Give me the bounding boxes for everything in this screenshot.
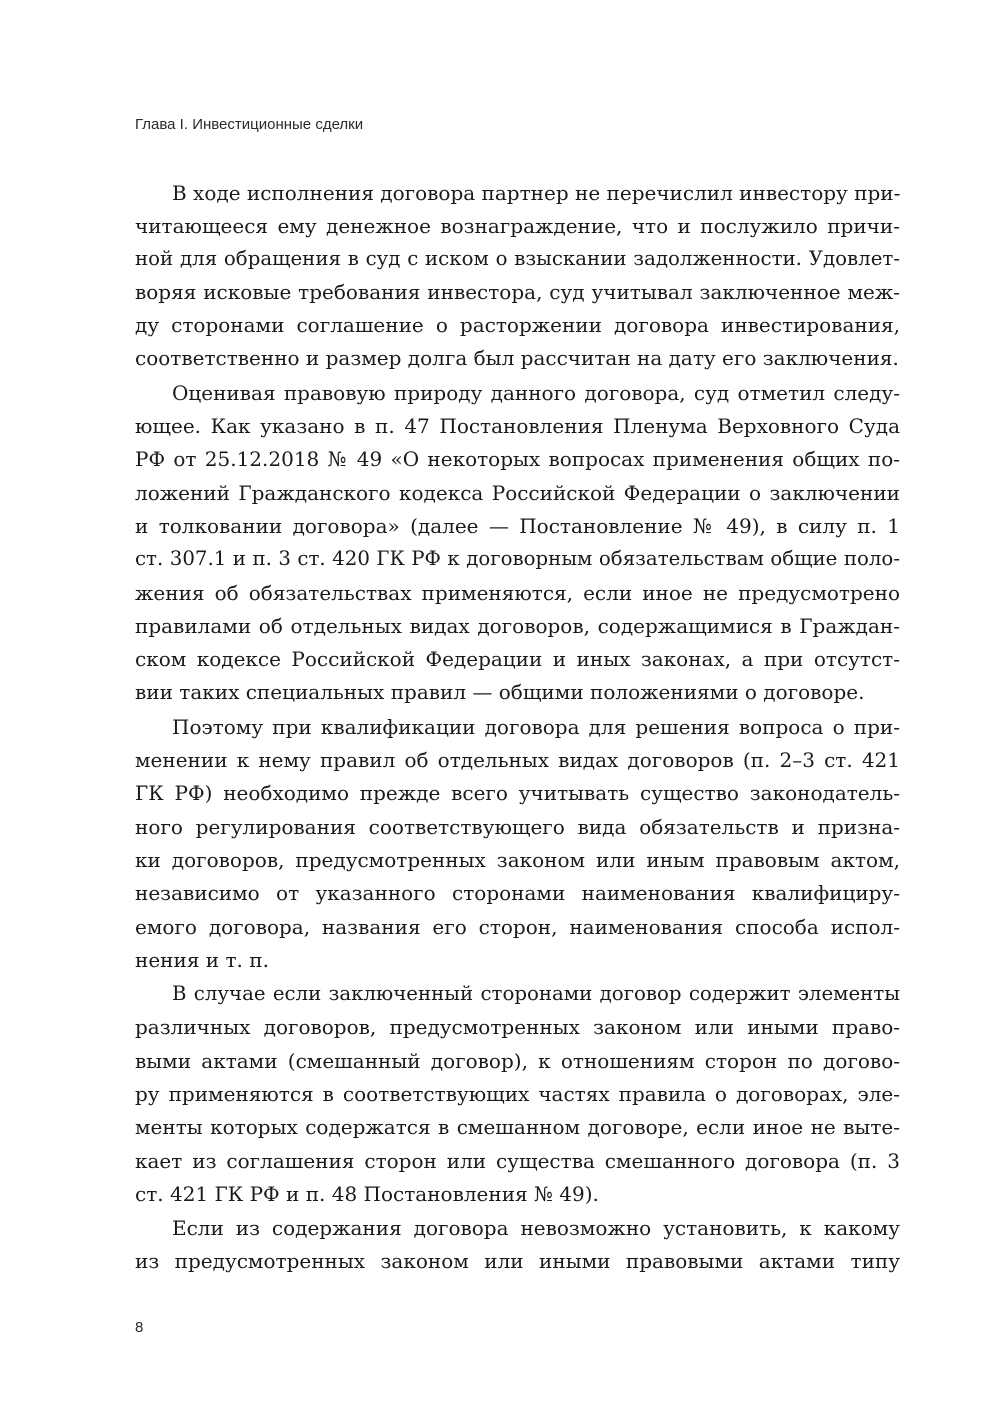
text-line: соответственно и размер долга был рассчитан на дату его заключения.: [135, 346, 899, 370]
text-line: Если из содержания договора невозможно установить, к какому: [172, 1216, 900, 1240]
text-line: ющее. Как указано в п. 47 Постановления Пленума Верховного Суда: [135, 414, 900, 438]
text-line: и толковании договора» (далее — Постановление № 49), в силу п. 1: [135, 514, 900, 538]
text-line: РФ от 25.12.2018 № 49 «О некоторых вопросах применения общих по-: [135, 447, 900, 471]
text-line: выми актами (смешанный договор), к отношениям сторон по догово-: [135, 1049, 900, 1073]
text-line: В случае если заключенный сторонами договор содержит элементы: [172, 982, 900, 1005]
text-line: ском кодексе Российской Федерации и иных законах, а при отсутст-: [135, 647, 900, 671]
text-line: читающееся ему денежное вознаграждение, что и послужило причи-: [135, 214, 900, 238]
text-line: ду сторонами соглашение о расторжении договора инвестирования,: [135, 313, 900, 337]
text-line: ст. 421 ГК РФ и п. 48 Постановления № 49).: [135, 1182, 599, 1206]
text-line: Поэтому при квалификации договора для решения вопроса о при-: [172, 715, 900, 739]
running-header: Глава I. Инвестиционные сделки: [135, 116, 364, 133]
text-line: емого договора, названия его сторон, наименования способа испол-: [135, 915, 900, 939]
text-line: ложений Гражданского кодекса Российской Федерации о заключении: [135, 481, 900, 505]
text-line: из предусмотренных законом или иными правовыми актами типу: [135, 1249, 900, 1273]
text-line: ру применяются в соответствующих частях правила о договорах, эле-: [135, 1082, 900, 1106]
text-line: вии таких специальных правил — общими положениями о договоре.: [135, 680, 865, 704]
text-line: Оценивая правовую природу данного договора, суд отметил следу-: [172, 381, 900, 405]
text-line: В ходе исполнения договора партнер не перечислил инвестору при-: [172, 181, 901, 205]
text-line: правилами об отдельных видах договоров, содержащимися в Граждан-: [135, 614, 900, 638]
text-line: воряя исковые требования инвестора, суд учитывал заключенное меж-: [135, 280, 900, 304]
text-line: нения и т. п.: [135, 948, 269, 972]
text-line: независимо от указанного сторонами наименования квалифициру-: [135, 881, 900, 905]
text-line: менении к нему правил об отдельных видах договоров (п. 2–3 ст. 421: [135, 748, 900, 772]
text-line: кает из соглашения сторон или существа смешанного договора (п. 3: [135, 1149, 900, 1173]
text-line: ГК РФ) необходимо прежде всего учитывать существо законодатель-: [135, 781, 900, 805]
text-line: ной для обращения в суд с иском о взыскании задолженности. Удовлет-: [135, 247, 900, 270]
text-line: менты которых содержатся в смешанном договоре, если иное не выте-: [135, 1115, 900, 1139]
text-line: различных договоров, предусмотренных законом или иными право-: [135, 1015, 900, 1039]
text-line: ст. 307.1 и п. 3 ст. 420 ГК РФ к договорным обязательствам общие поло-: [135, 547, 900, 570]
text-line: жения об обязательствах применяются, если иное не предусмотрено: [135, 581, 900, 605]
text-line: ного регулирования соответствующего вида обязательств и призна-: [135, 815, 900, 839]
page-number: 8: [135, 1319, 144, 1336]
text-line: ки договоров, предусмотренных законом или иным правовым актом,: [135, 848, 900, 872]
